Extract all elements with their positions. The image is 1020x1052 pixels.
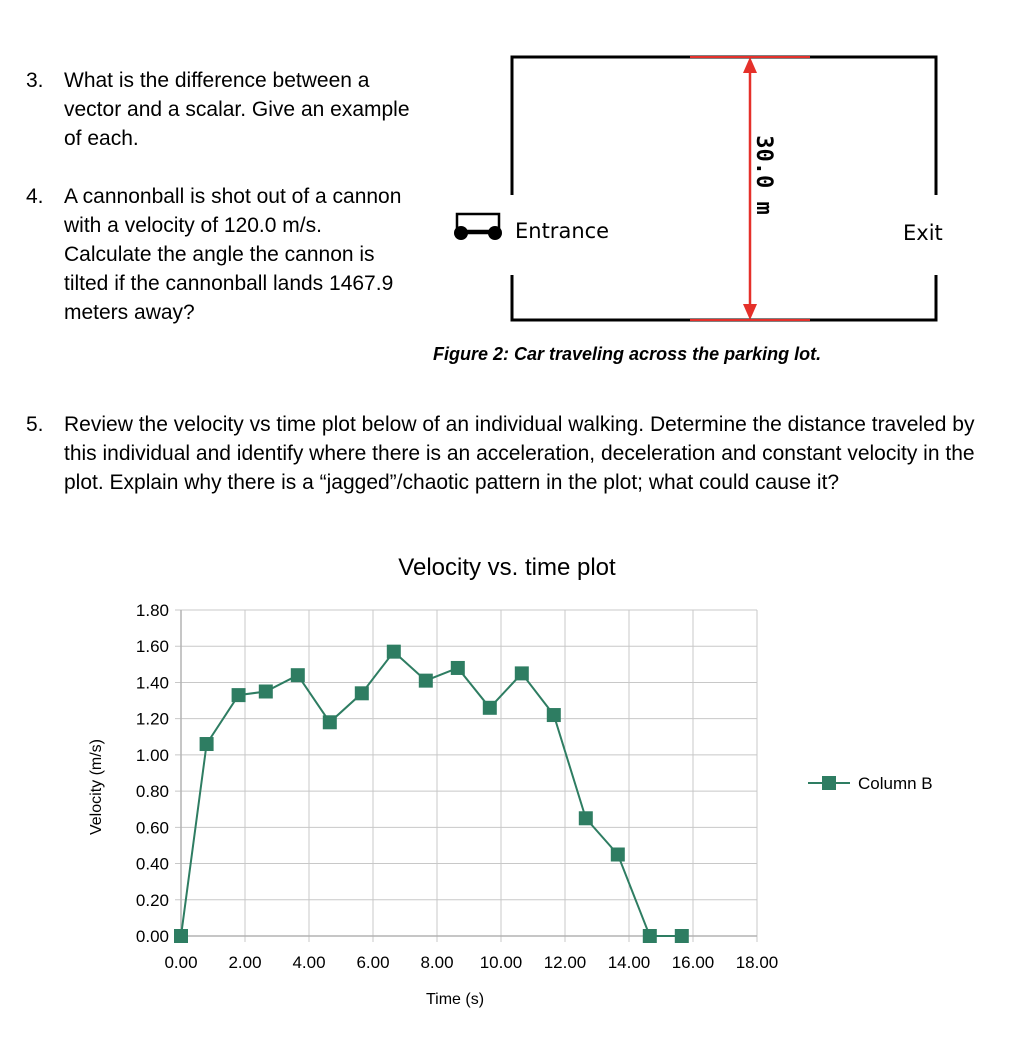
data-point (515, 666, 529, 680)
dimension-label: 30.0 m (751, 135, 776, 215)
y-tick-label: 0.40 (135, 854, 169, 874)
y-tick-label: 1.60 (135, 637, 169, 657)
chart-grid (175, 610, 757, 942)
question-text: A cannonball is shot out of a cannon with a velocity of 120.0 m/s. Calculate the angle the cannon is tilted if the cannonball lands 1467.9 meters away? (64, 185, 402, 324)
legend-label: Column B (858, 774, 933, 793)
entrance-label: Entrance (515, 219, 610, 243)
x-tick-label: 10.00 (479, 953, 523, 972)
series-line (181, 652, 682, 936)
series-column-b (174, 645, 689, 943)
x-tick-label: 6.00 (356, 953, 390, 972)
x-tick-label: 18.00 (735, 953, 779, 972)
data-point (643, 929, 657, 943)
y-tick-label: 1.40 (135, 673, 169, 693)
data-point (291, 668, 305, 682)
x-tick-label: 8.00 (420, 953, 454, 972)
data-point (200, 737, 214, 751)
x-axis-ticks (164, 953, 778, 972)
x-tick-label: 14.00 (607, 953, 651, 972)
dimension-arrow (690, 57, 810, 320)
y-tick-label: 0.00 (135, 927, 169, 946)
question-number: 4. (26, 185, 44, 208)
data-point (387, 645, 401, 659)
lot-outline (512, 57, 936, 320)
question-text: Review the velocity vs time plot below of an individual walking. Determine the distance traveled by this individual and identify where there is an acceleration, deceleration and constant velocity in the plot. Explain why there is a “jagged”/chaotic pattern in the plot; what could cause it? (64, 413, 975, 494)
y-tick-label: 0.60 (135, 818, 169, 838)
question-number: 3. (26, 69, 44, 92)
data-point (174, 929, 188, 943)
x-tick-label: 0.00 (164, 953, 198, 972)
data-point (259, 685, 273, 699)
exit-label: Exit (903, 221, 943, 245)
data-point (579, 811, 593, 825)
parking-lot-figure (440, 0, 1020, 330)
data-point (419, 674, 433, 688)
x-axis-label: Time (s) (425, 991, 485, 1008)
y-tick-label: 1.80 (135, 601, 169, 620)
data-point (483, 701, 497, 715)
x-tick-label: 16.00 (671, 953, 715, 972)
y-axis-ticks (136, 601, 169, 946)
legend (808, 774, 933, 793)
y-tick-label: 1.20 (135, 709, 169, 729)
question-number: 5. (26, 413, 44, 436)
data-point (611, 848, 625, 862)
velocity-time-chart (0, 540, 1020, 1030)
x-tick-label: 2.00 (228, 953, 262, 972)
x-tick-label: 12.00 (543, 953, 587, 972)
y-tick-label: 1.00 (135, 745, 169, 765)
figure-caption: Figure 2: Car traveling across the parking lot. (433, 344, 822, 364)
data-point (355, 686, 369, 700)
y-axis-label: Velocity (m/s) (88, 738, 105, 836)
legend-marker (822, 776, 836, 790)
chart-title: Velocity vs. time plot (398, 554, 616, 581)
data-point (323, 715, 337, 729)
x-tick-label: 4.00 (292, 953, 326, 972)
y-tick-label: 0.20 (135, 890, 169, 910)
y-tick-label: 0.80 (135, 782, 169, 802)
data-point (547, 708, 561, 722)
car-icon (454, 214, 502, 240)
data-point (451, 661, 465, 675)
question-text: What is the difference between a vector and a scalar. Give an example of each. (64, 69, 410, 150)
data-point (675, 929, 689, 943)
data-point (232, 688, 246, 702)
